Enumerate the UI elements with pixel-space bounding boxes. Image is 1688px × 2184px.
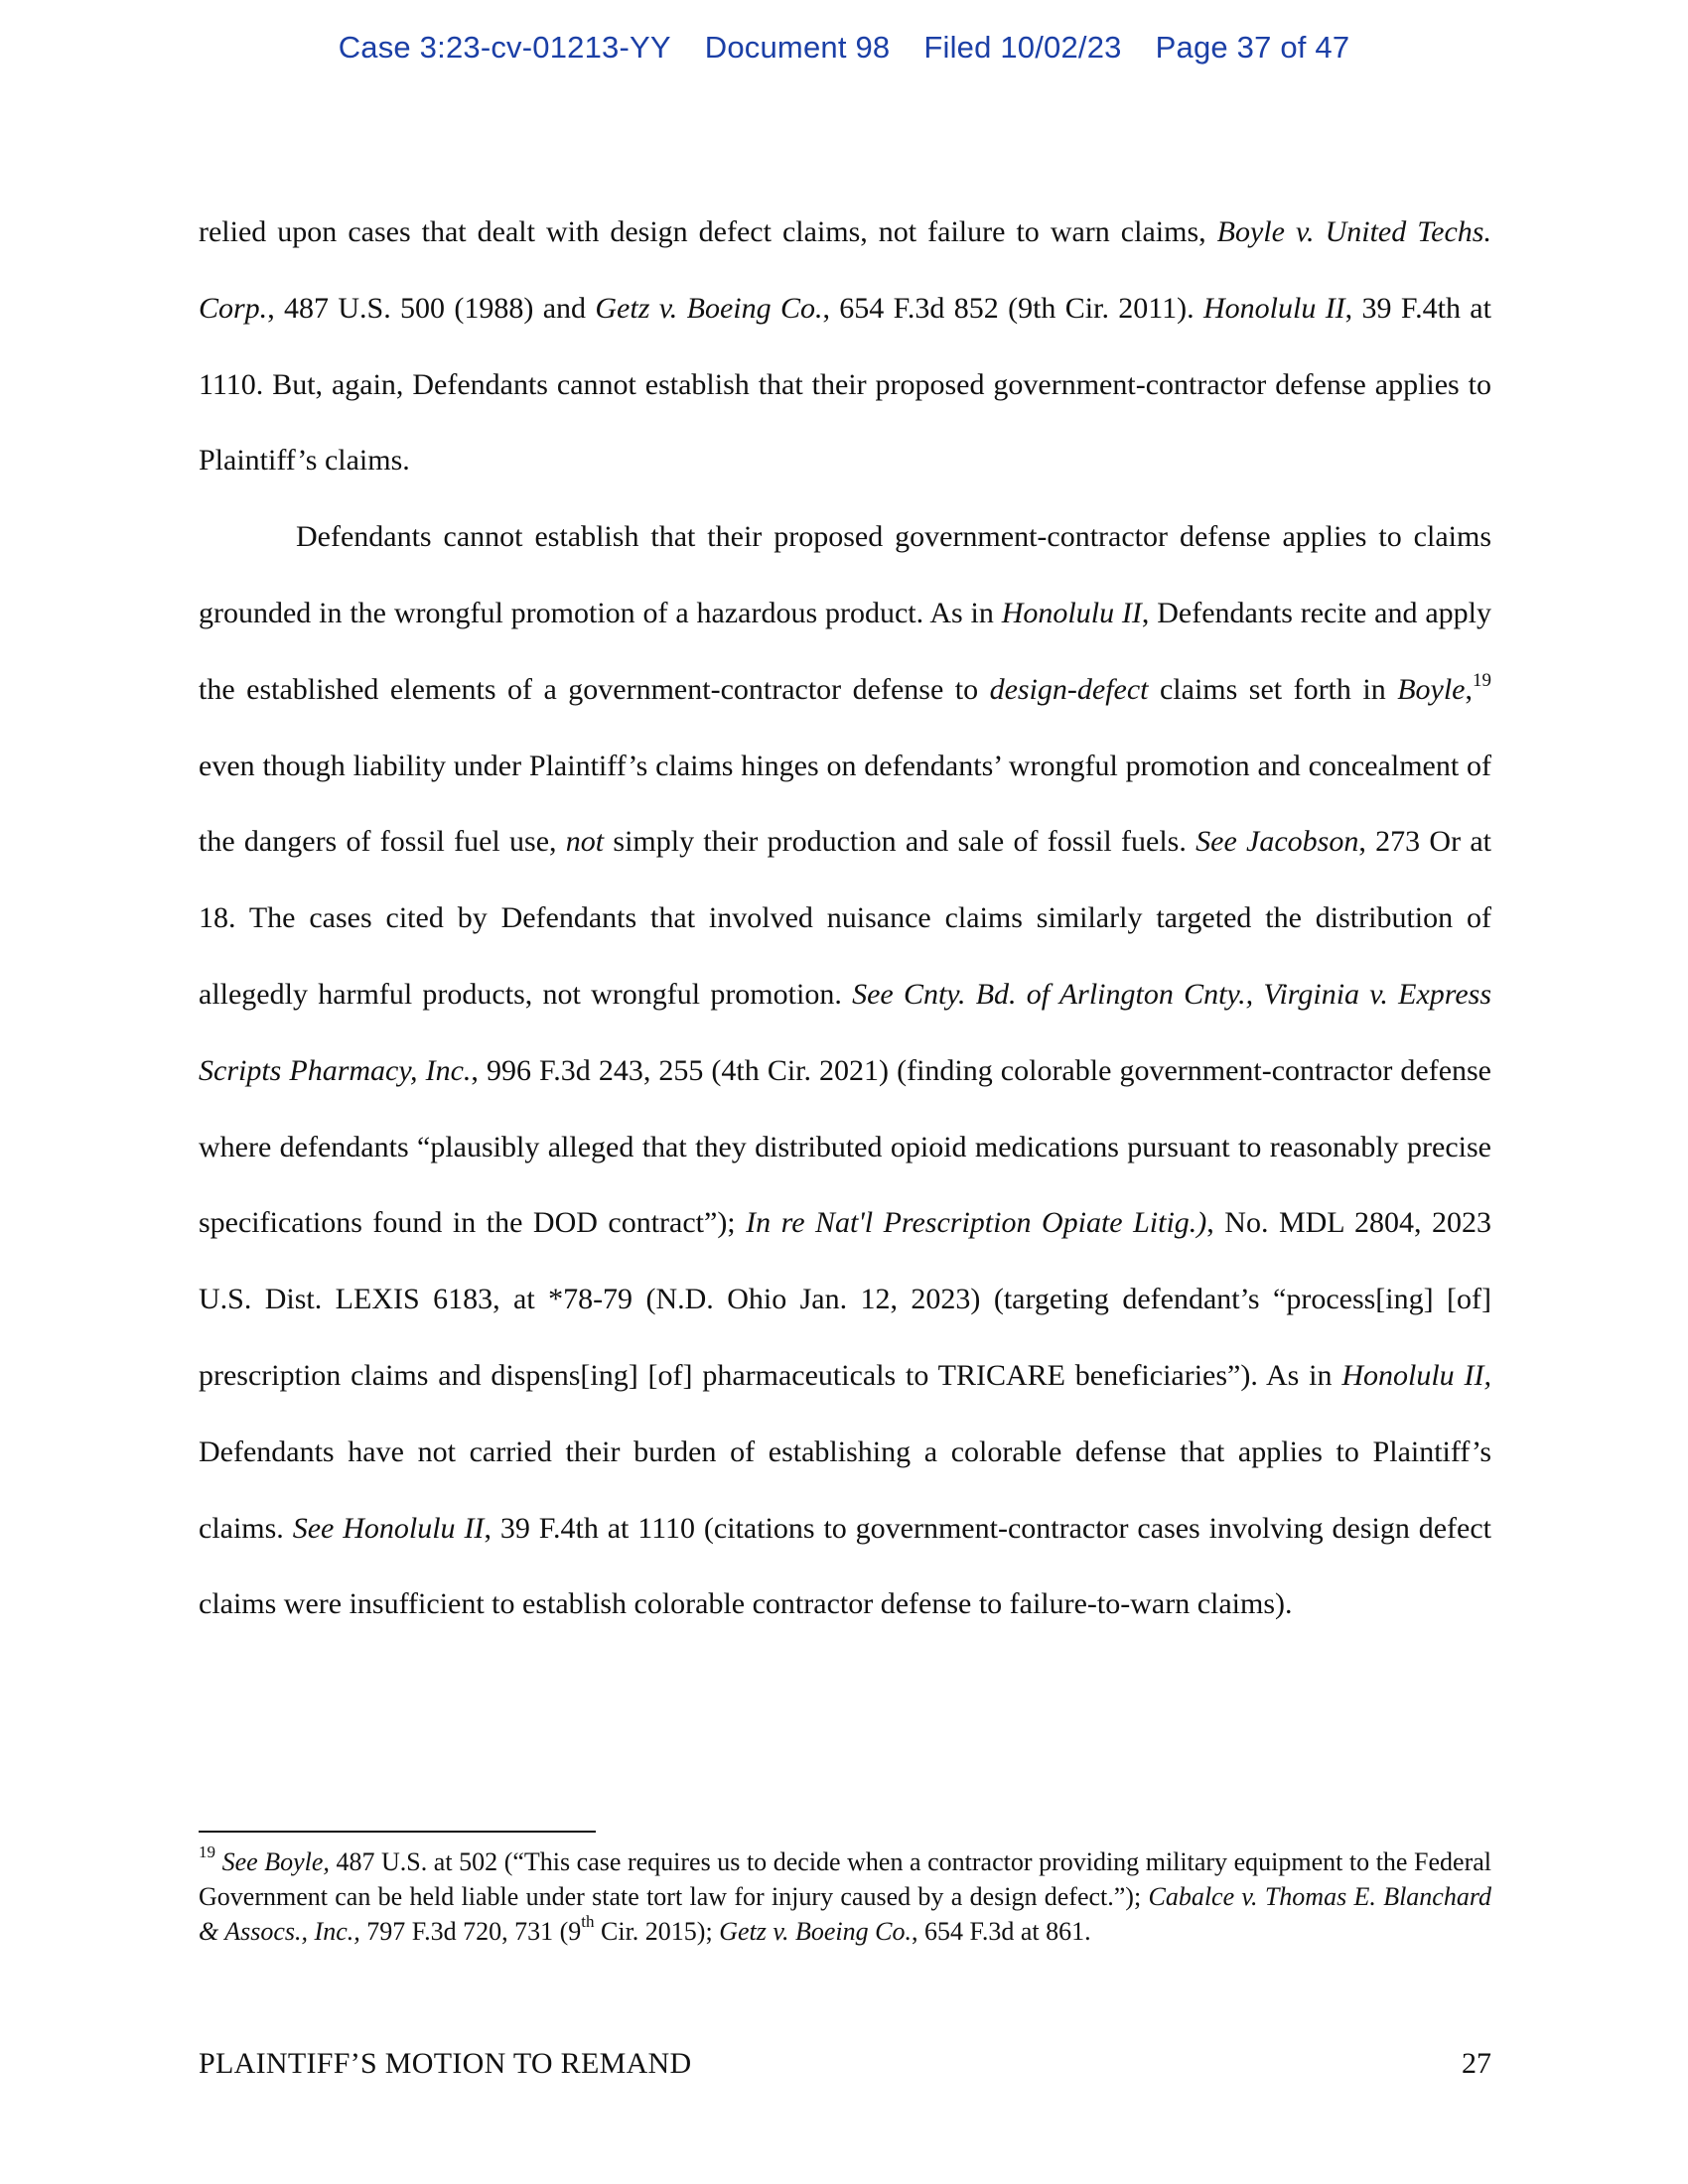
paragraph-2: Defendants cannot establish that their proposed government-contractor defense applies to claims grounded in the wrongful promotion of a hazardous product. As in Honolulu II, Defendants recite and apply the established elements of a government-contractor defense to design-defect claims set forth in Boyle,$^{19}$ even though liability under Plaintiff’s claims hinges on defendants’ wrongful promotion and concealment of the dangers of fossil fuel use, not simply their production and sale of fossil fuels. See Jacobson, 273 Or at 18. The cases cited by Defendants that involved nuisance claims similarly targeted the distribution of allegedly harmful products, not wrongful promotion. See Cnty. Bd. of Arlington Cnty., Virginia v. Express Scripts Pharmacy, Inc., 996 F.3d 243, 255 (4th Cir. 2021) (finding colorable government-contractor defense where defendants “plausibly alleged that they distributed opioid medications pursuant to reasonably precise specifications found in the DOD contract”); In re Nat'l Prescription Opiate Litig.), No. MDL 2804, 2023 U.S. Dist. LEXIS 6183, at *78-79 (N.D. Ohio Jan. 12, 2023) (targeting defendant’s “process[ing] [of] prescription claims and dispens[ing] [of] pharmaceuticals to TRICARE beneficiaries”). As in Honolulu II, Defendants have not carried their burden of establishing a colorable defense that applies to Plaintiff’s claims. See Honolulu II, 39 F.4th at 1110 (citations to government-contractor cases involving design defect claims were insufficient to establish colorable contractor defense to failure-to-warn claims).: [199, 520, 1492, 1621]
ecf-header: [0, 30, 1688, 66]
footnote-reference: 19: [1473, 669, 1491, 691]
footnote-number: 19: [199, 1843, 215, 1862]
paragraph-1: relied upon cases that dealt with design defect claims, not failure to warn claims, Boyle v. United Techs. Corp., 487 U.S. 500 (1988) and Getz v. Boeing Co., 654 F.3d 852 (9th Cir. 2011). Honolulu II, 39 F.4th at 1110. But, again, Defendants cannot establish that their proposed government-contractor defense applies to Plaintiff’s claims.: [199, 215, 1491, 478]
footnote-19: $^{19}$ See Boyle, 487 U.S. at 502 (“This case requires us to decide when a contractor providing military equipment to the Federal Government can be held liable under state tort law for injury caused by a design defect.”); Cabalce v. Thomas E. Blanchard & Assocs., Inc., 797 F.3d 720, 731 (9th Cir. 2015); Getz v. Boeing Co., 654 F.3d at 861.: [199, 1843, 1491, 1946]
document-number: Document 98: [704, 30, 891, 65]
page-number: 27: [1462, 2047, 1491, 2080]
footer-title: PLAINTIFF’S MOTION TO REMAND: [199, 2047, 692, 2080]
filed-date: Filed 10/02/23: [923, 30, 1122, 65]
case-number: Case 3:23-cv-01213-YY: [338, 30, 671, 65]
page-count: Page 37 of 47: [1155, 30, 1350, 65]
body-text: [199, 195, 1491, 1643]
footnote-divider: [199, 1831, 596, 1833]
